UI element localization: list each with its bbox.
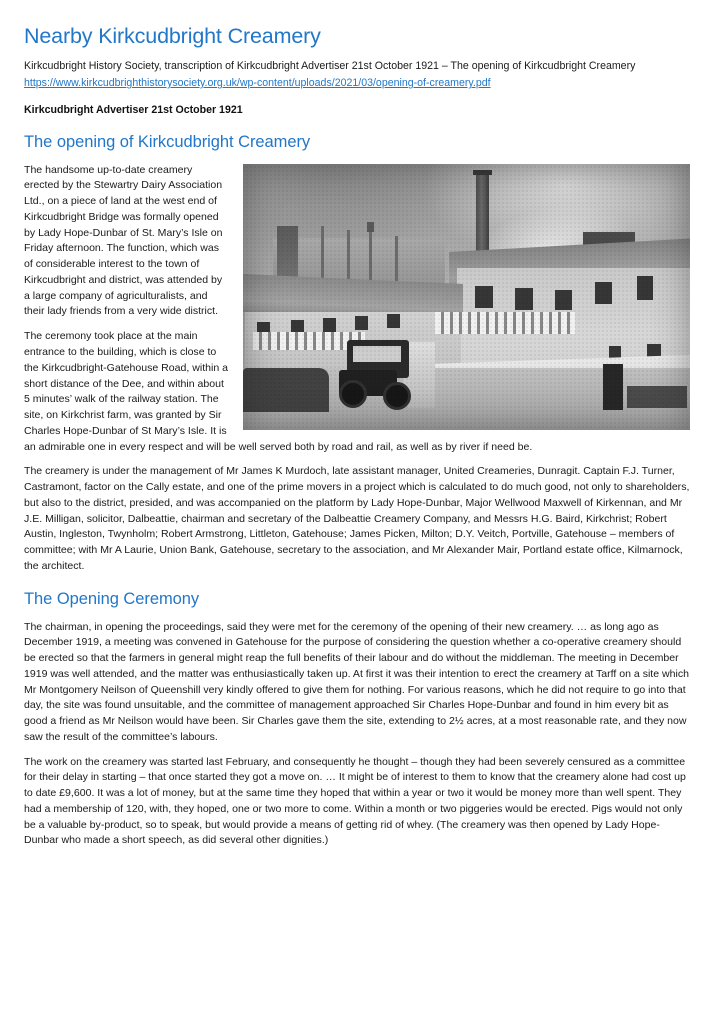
creamery-photograph-figure [243,164,690,430]
photo-vignette [243,164,690,430]
paragraph: The handsome up-to-date creamery erected by the Stewartry Dairy Association Ltd., on a piece of land at the west end of Kirkcudbright Bridge was formally opened by Lady Hope-Dunbar of St. Mary’s Isle on Friday afternoon. The function, which was of considerable interest to the town of Kirkcudbright and district, was attended by a large company of agriculturalists, and their lady friends from a very wide district. [24,163,223,318]
source-attribution: Kirkcudbright History Society, transcription of Kirkcudbright Advertiser 21st October 1921 – The opening of Kirkcudbright Creamery [24,59,636,72]
creamery-photograph [243,164,690,430]
paragraph: The chairman, in opening the proceedings, said they were met for the ceremony of the opening of their new creamery. … as long ago as December 1919, a meeting was convened in Gatehouse for the purpose of considering the question whether a co-operative creamery should be erected so that the farmers in general might reap the full benefits of their labour and do without the middleman. The meeting in December 1919 was well attended, and the matter was enthusiastically taken up. At first it was their intention to erect the creamery at Tarff on a site which Mr Montgomery Neilson of Queenshill very kindly offered to give them for nothing. For various reasons, which he did not require to go into that day, the site was found unsuitable, and the committee of management approached Sir Charles Hope-Dunbar and found in him every bit as good a friend as Mr Neilson would have been. Sir Charles gave them the site, extending to 2½ acres, at a most reasonable rate, and they now saw the result of the committee’s labours. [24,620,689,743]
paragraph: The work on the creamery was started last February, and consequently he thought – though they had been severely censured as a committee for their delay in starting – that once started they got a move on. … It might be of interest to them to know that the creamery alone had cost up to date £9,600. It was a lot of money, but at the same time they hoped that within a year or two it would be money more than well spent. They had a membership of 120, with, they hoped, one or two more to come. Within a month or two piggeries would be erected. Pigs would not only be a valuable by-product, so to speak, but would provide a means of getting rid of whey. (The creamery was then opened by Lady Hope-Dunbar who made a short speech, as did several other dignities.) [24,755,686,847]
section-body-opening-of-creamery [24,163,690,575]
paragraph: The creamery is under the management of Mr James K Murdoch, late assistant manager, United Creameries, Dunragit. Captain F.J. Turner, Castramont, factor on the Cally estate, and one of the prime movers in a project which is calculated to do much good, not only to shareholders, but also to the district, presided, and was accompanied on the platform by Lady Hope-Dunbar, Major Wellwood Maxwell of Kirkennan, and Mr J.E. Milligan, solicitor, Dalbeattie, chairman and secretary of the Dalbeattie Creamery Company, and Messrs H.G. Baird, Kirkchrist; Robert Austin, Ingleston, Twynholm; Robert Armstrong, Littleton, Gatehouse; James Picken, Milton; D.Y. Veitch, Portville, Gatehouse – members of committee; with Mr A Laurie, Union Bank, Gatehouse, secretary to the association, and Mr Alexander Mair, Portland estate office, Kilmarnock, the architect. [24,465,690,572]
source-url-link[interactable]: https://www.kirkcudbrighthistorysociety.org.uk/wp-content/uploads/2021/03/opening-of-creamery.pdf [24,77,491,90]
page-title: Nearby Kirkcudbright Creamery [24,24,321,48]
newspaper-masthead: Kirkcudbright Advertiser 21st October 1921 [24,104,243,117]
section-heading-opening-ceremony: The Opening Ceremony [24,589,200,608]
paragraph: The ceremony took place at the main entrance to the building, which is close to the Kirkcudbright-Gatehouse Road, within a short distance of the Dee, and within about 5 minutes’ walk of the railway station. The site, on Kirkchrist farm, was granted by Sir Charles Hope-Dunbar of St Mary’s Isle. It is an admirable one in every respect and will be well served both by road and rail, as well as by river if need be. [24,330,533,453]
section-body-opening-ceremony [24,620,690,850]
section-heading-opening-of-creamery: The opening of Kirkcudbright Creamery [24,132,311,151]
